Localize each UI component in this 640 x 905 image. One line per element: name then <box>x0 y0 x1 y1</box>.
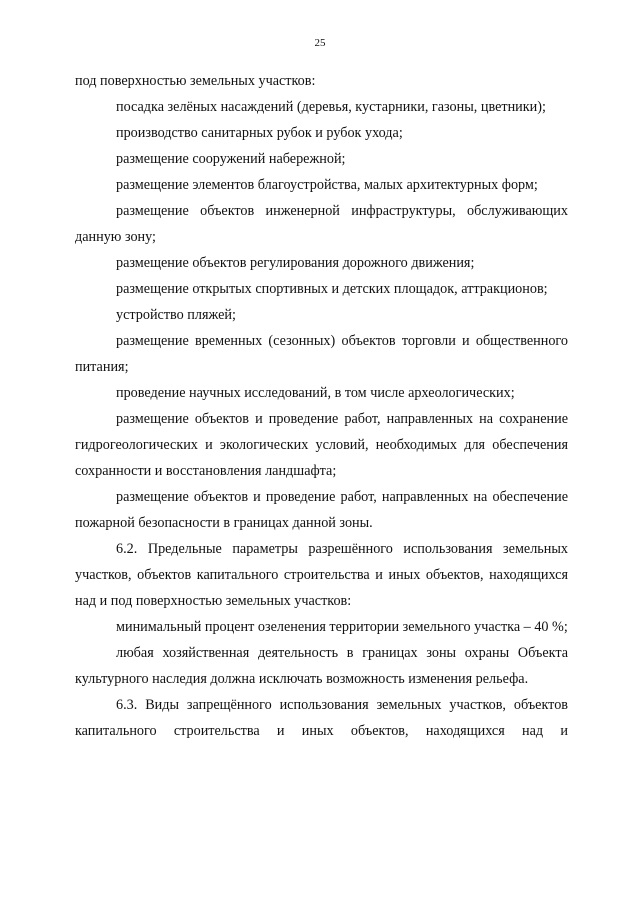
list-item-greening-percent: минимальный процент озеленения территории земельного участка – 40 %; <box>116 619 568 635</box>
page-number: 25 <box>314 37 326 49</box>
list-item-sanitary-felling: производство санитарных рубок и рубок ухода; <box>116 125 403 141</box>
list-item-landscaping: размещение элементов благоустройства, малых архитектурных форм; <box>116 177 538 193</box>
list-item-beaches: устройство пляжей; <box>116 307 236 323</box>
list-item-embankment: размещение сооружений набережной; <box>116 151 346 167</box>
section-6-3: 6.3. Виды запрещённого использования земельных участков, объектов капитального строительства и иных объектов, находящихся над и <box>75 697 568 739</box>
list-item-sports-grounds: размещение открытых спортивных и детских площадок, аттракционов; <box>116 281 548 297</box>
document-body <box>75 68 568 744</box>
list-item-research: проведение научных исследований, в том числе археологических; <box>116 385 515 401</box>
paragraph-continuation: под поверхностью земельных участков: <box>75 73 316 89</box>
list-item-planting: посадка зелёных насаждений (деревья, кустарники, газоны, цветники); <box>116 99 546 115</box>
list-item-traffic-control: размещение объектов регулирования дорожного движения; <box>116 255 475 271</box>
list-item-hydrogeology: размещение объектов и проведение работ, направленных на сохранение гидрогеологических и экологических условий, необходимых для обеспечения сохранности и восстановления ландшафта; <box>75 411 568 479</box>
section-6-2: 6.2. Предельные параметры разрешённого использования земельных участков, объектов капитального строительства и иных объектов, находящихся над и под поверхностью земельных участков: <box>75 541 568 609</box>
list-item-relief-protection: любая хозяйственная деятельность в границах зоны охраны Объекта культурного наследия должна исключать возможность изменения рельефа. <box>75 645 568 687</box>
list-item-engineering-infrastructure: размещение объектов инженерной инфраструктуры, обслуживающих данную зону; <box>75 203 568 245</box>
list-item-temporary-objects: размещение временных (сезонных) объектов торговли и общественного питания; <box>75 333 568 375</box>
list-item-fire-safety: размещение объектов и проведение работ, направленных на обеспечение пожарной безопасности в границах данной зоны. <box>75 489 568 531</box>
